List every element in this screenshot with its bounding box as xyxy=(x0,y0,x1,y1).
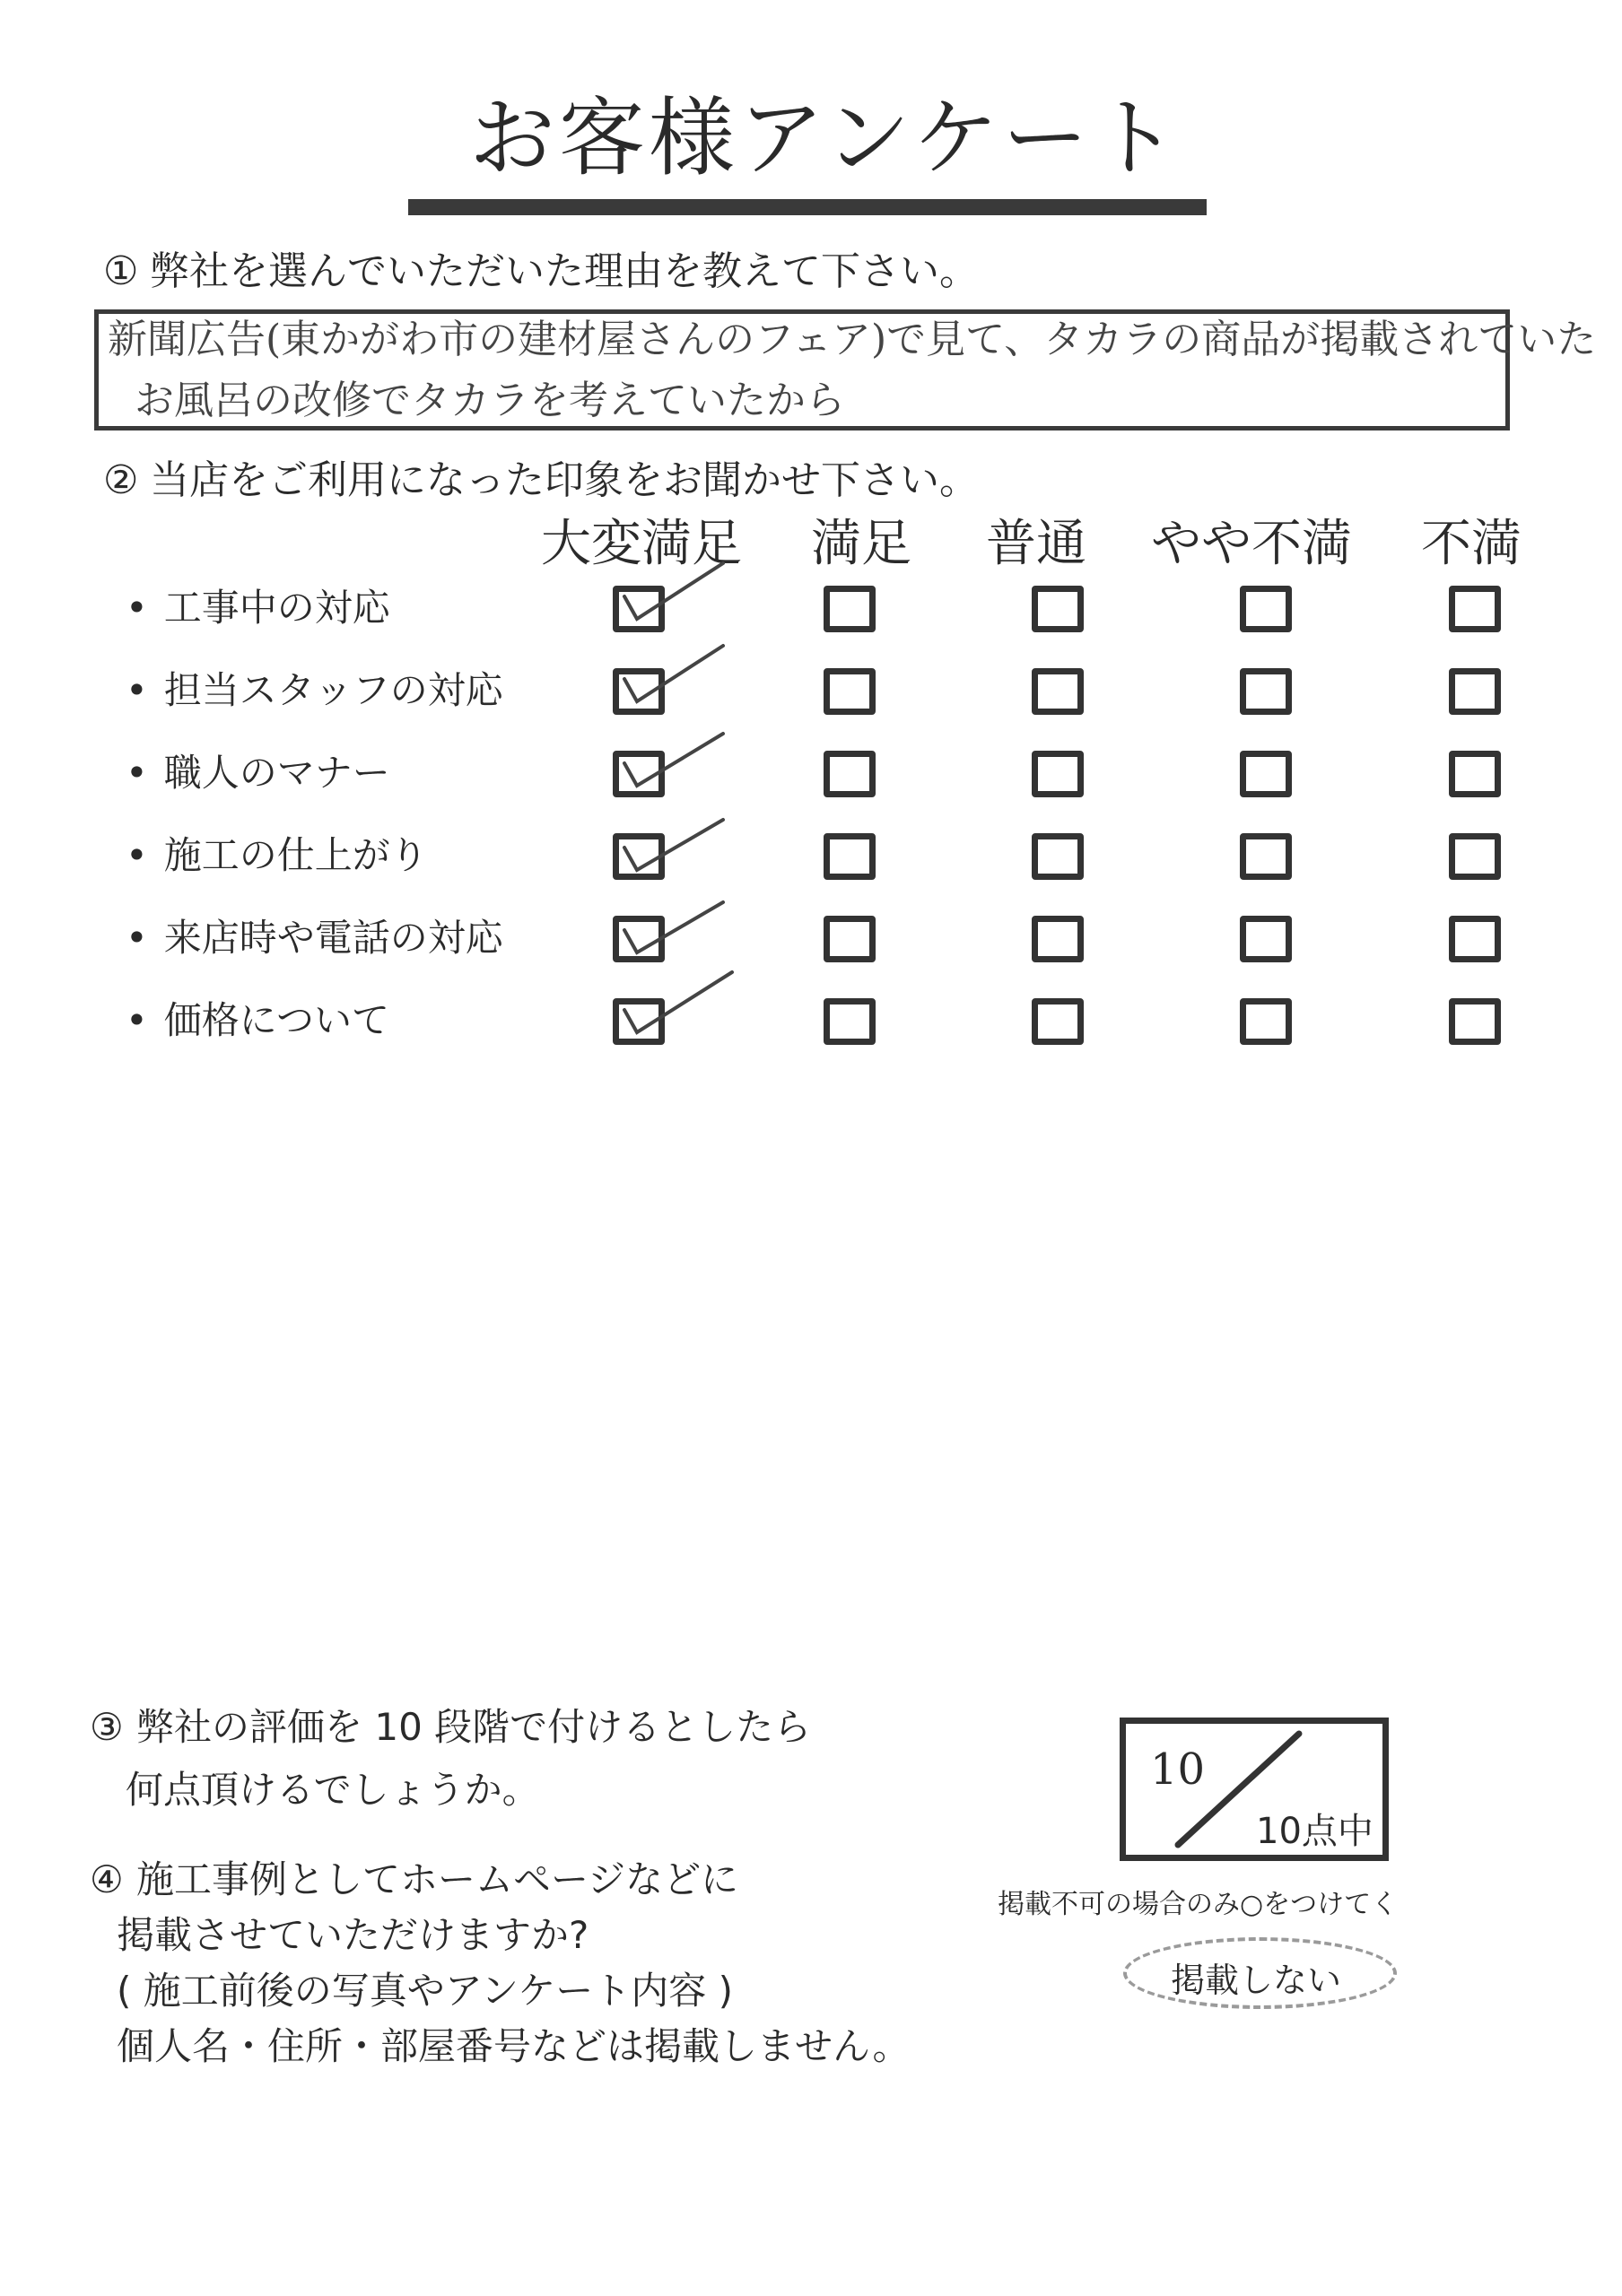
row-5-check-mark-icon xyxy=(617,890,734,961)
title-underline xyxy=(408,199,1207,215)
question-4-line-4: 個人名・住所・部屋番号などは掲載しません。 xyxy=(117,2024,911,2068)
row-3-satisfied-checkbox[interactable] xyxy=(824,751,876,797)
question-3 xyxy=(90,1700,811,1755)
row-2-dissatisfied-checkbox[interactable] xyxy=(1449,668,1501,715)
question-2-number: ② xyxy=(103,457,139,503)
do-not-publish-label: 掲載しない xyxy=(1171,1961,1342,2000)
row-label-store-phone: • 来店時や電話の対応 xyxy=(126,911,503,965)
question-4-line-2: 掲載させていただけますか? xyxy=(117,1913,589,1957)
row-1-check-mark-icon xyxy=(617,556,734,628)
row-3-somewhat-dissatisfied-checkbox[interactable] xyxy=(1240,751,1292,797)
row-4-satisfied-checkbox[interactable] xyxy=(824,833,876,880)
row-5-somewhat-dissatisfied-checkbox[interactable] xyxy=(1240,916,1292,962)
column-header-dissatisfied: 不満 xyxy=(1421,515,1522,573)
column-header-very-satisfied: 大変満足 xyxy=(541,515,742,573)
column-header-satisfied: 満足 xyxy=(811,515,911,573)
row-1-satisfied-checkbox[interactable] xyxy=(824,586,876,632)
row-6-neutral-checkbox[interactable] xyxy=(1032,998,1084,1045)
row-6-check-mark-icon xyxy=(617,965,734,1037)
question-4-line-1: 施工事例としてホームページなどに xyxy=(136,1857,739,1901)
row-2-somewhat-dissatisfied-checkbox[interactable] xyxy=(1240,668,1292,715)
row-1-dissatisfied-checkbox[interactable] xyxy=(1449,586,1501,632)
row-1-somewhat-dissatisfied-checkbox[interactable] xyxy=(1240,586,1292,632)
row-4-dissatisfied-checkbox[interactable] xyxy=(1449,833,1501,880)
row-4-check-mark-icon xyxy=(617,807,734,879)
row-5-neutral-checkbox[interactable] xyxy=(1032,916,1084,962)
row-3-neutral-checkbox[interactable] xyxy=(1032,751,1084,797)
row-label-finish: • 施工の仕上がり xyxy=(126,829,428,883)
row-label-manners: • 職人のマナー xyxy=(126,746,390,800)
question-3-number: ③ xyxy=(90,1705,124,1749)
row-6-somewhat-dissatisfied-checkbox[interactable] xyxy=(1240,998,1292,1045)
row-6-satisfied-checkbox[interactable] xyxy=(824,998,876,1045)
row-1-neutral-checkbox[interactable] xyxy=(1032,586,1084,632)
row-label-construction: • 工事中の対応 xyxy=(126,581,390,635)
row-label-staff: • 担当スタッフの対応 xyxy=(126,664,503,718)
row-6-dissatisfied-checkbox[interactable] xyxy=(1449,998,1501,1045)
question-1-answer-line-1: 新聞広告(東かがわ市の建材屋さんのフェア)で見て、タカラの商品が掲載されていた xyxy=(108,317,1597,362)
row-2-neutral-checkbox[interactable] xyxy=(1032,668,1084,715)
row-4-somewhat-dissatisfied-checkbox[interactable] xyxy=(1240,833,1292,880)
row-label-price: • 価格について xyxy=(126,994,389,1048)
row-2-satisfied-checkbox[interactable] xyxy=(824,668,876,715)
question-1-number: ① xyxy=(103,248,139,294)
question-1 xyxy=(103,244,979,300)
question-2-text: 当店をご利用になった印象をお聞かせ下さい。 xyxy=(150,457,979,503)
score-suffix: 10点中 xyxy=(1256,1811,1373,1852)
question-4-number: ④ xyxy=(90,1857,124,1901)
row-5-dissatisfied-checkbox[interactable] xyxy=(1449,916,1501,962)
column-header-somewhat-dissatisfied: やや不満 xyxy=(1151,515,1352,573)
question-3-line-2: 何点頂けるでしょうか。 xyxy=(126,1768,540,1812)
row-4-neutral-checkbox[interactable] xyxy=(1032,833,1084,880)
publish-note: 掲載不可の場合のみ○をつけてく xyxy=(998,1889,1399,1920)
page-title: お客様アンケート xyxy=(468,88,1182,188)
question-1-answer-line-2: お風呂の改修でタカラを考えていたから xyxy=(135,378,845,423)
row-5-satisfied-checkbox[interactable] xyxy=(824,916,876,962)
row-3-check-mark-icon xyxy=(617,723,734,795)
question-2 xyxy=(103,453,979,509)
question-3-line-1: 弊社の評価を 10 段階で付けるとしたら xyxy=(136,1705,812,1749)
score-value: 10 xyxy=(1150,1744,1206,1795)
column-header-neutral: 普通 xyxy=(986,515,1086,573)
question-4-line-3: ( 施工前後の写真やアンケート内容 ) xyxy=(117,1969,733,2013)
row-2-check-mark-icon xyxy=(617,639,734,710)
question-4 xyxy=(90,1852,911,2074)
row-3-dissatisfied-checkbox[interactable] xyxy=(1449,751,1501,797)
question-1-text: 弊社を選んでいただいた理由を教えて下さい。 xyxy=(150,248,979,294)
